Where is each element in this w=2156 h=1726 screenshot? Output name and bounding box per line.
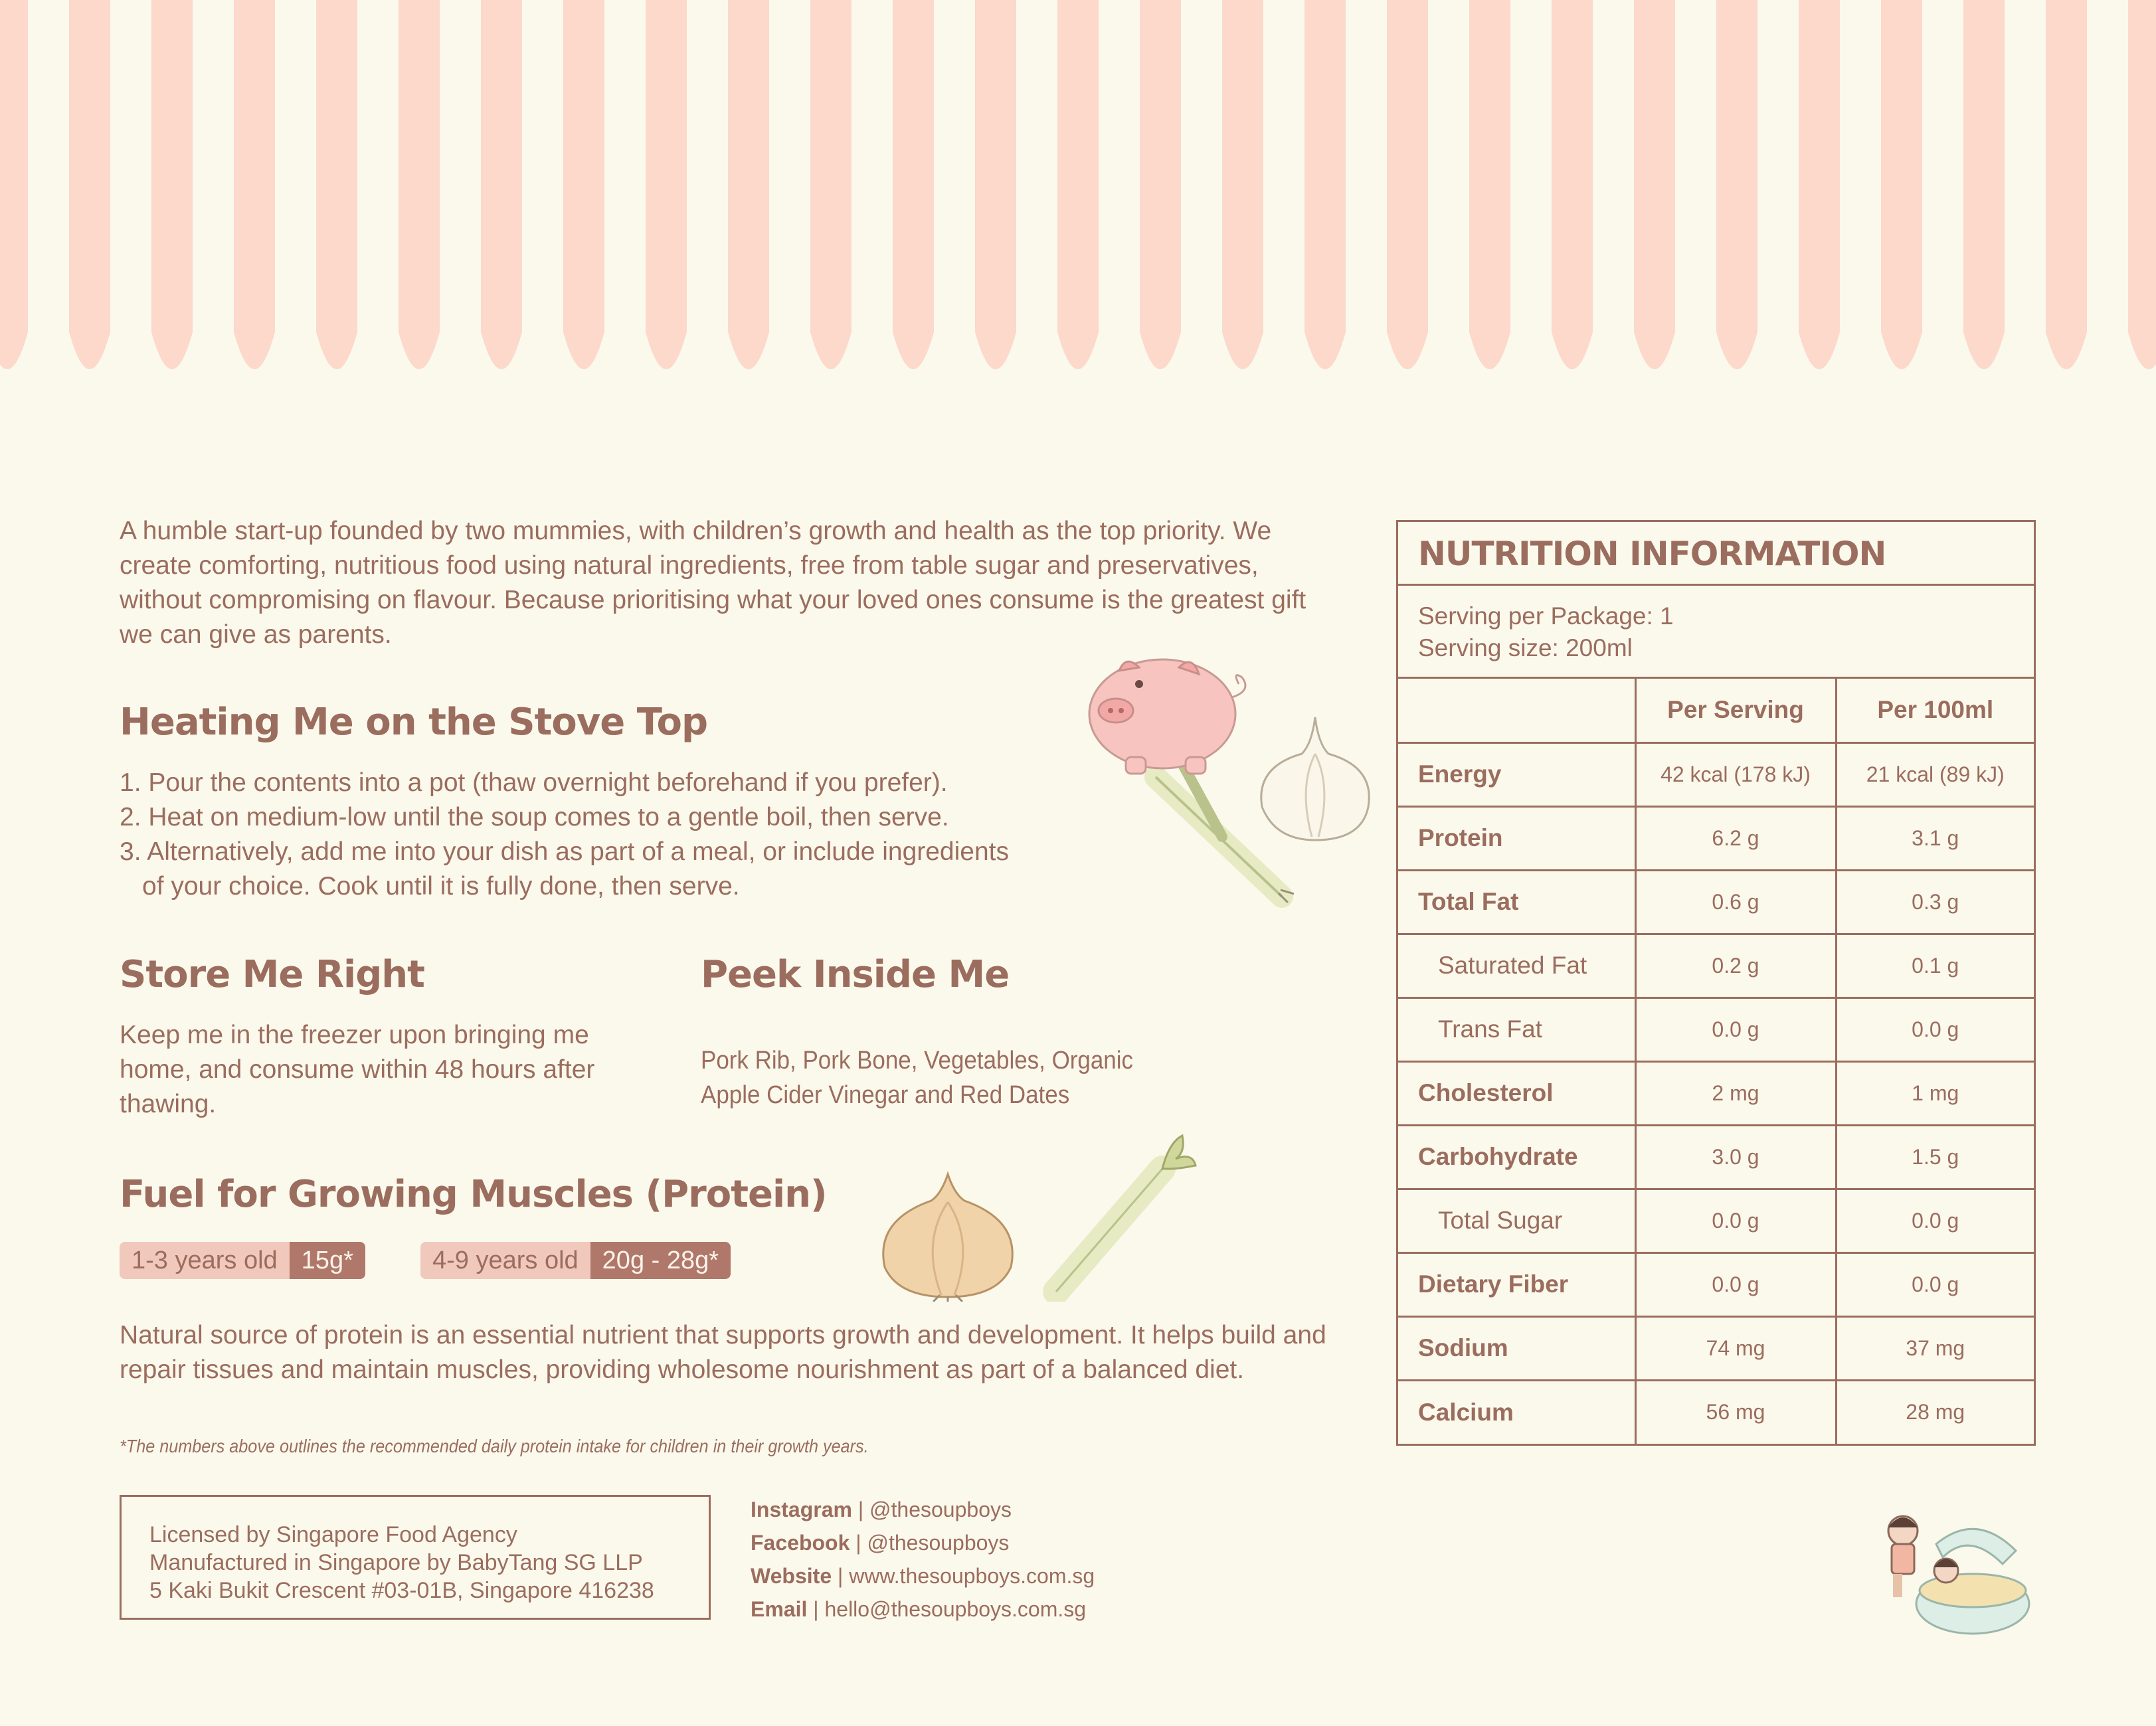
heating-steps: [120, 766, 1116, 904]
heating-title: Heating Me on the Stove Top: [120, 701, 708, 744]
contact-instagram: Instagram | @thesoupboys: [751, 1498, 1012, 1521]
per-100ml-value: 1.5 g: [1836, 1125, 2034, 1189]
heating-step-3-continued: of your choice. Cook until it is fully done, then serve.: [142, 872, 740, 901]
per-serving-value: 0.2 g: [1635, 934, 1836, 997]
nutrient-name: Total Sugar: [1398, 1189, 1635, 1252]
awning-stripe: [399, 0, 440, 369]
intro-paragraph: A humble start-up founded by two mummies, with children’s growth and health as the top priority. We create comforting, nutritious food using natural ingredients, free from table sugar and preservatives, without compromising on flavour. Because prioritising what your loved ones consume is the greatest gift we can give as parents.: [120, 517, 1306, 649]
awning-stripe: [69, 0, 110, 369]
awning-stripe: [1963, 0, 2005, 369]
awning-stripe: [1304, 0, 1346, 369]
nutrient-name: Energy: [1398, 742, 1635, 806]
ingredients-title: Peek Inside Me: [701, 953, 1010, 996]
store-title: Store Me Right: [120, 953, 424, 996]
per-100ml-value: 0.0 g: [1836, 1252, 2034, 1316]
ingredients-text: Pork Rib, Pork Bone, Vegetables, Organic Apple Cider Vinegar and Red Dates: [701, 1047, 1134, 1109]
per-100ml-value: 0.1 g: [1836, 934, 2034, 997]
onion-icon: [873, 1169, 1023, 1302]
nutrient-name: Sodium: [1398, 1316, 1635, 1380]
awning-stripe: [810, 0, 852, 369]
contact-list: [751, 1493, 1095, 1626]
nutrition-row: [1398, 742, 2034, 806]
header-per-100ml: Per 100ml: [1836, 679, 2034, 742]
store-text: Keep me in the freezer upon bringing me home, and consume within 48 hours after thawing.: [120, 1021, 595, 1118]
heating-step-2: 2. Heat on medium-low until the soup comes to a gentle boil, then serve.: [120, 803, 949, 831]
pill-age: 4-9 years old: [420, 1242, 590, 1279]
nutrition-row: [1398, 1061, 2034, 1125]
awning-stripe: [234, 0, 275, 369]
protein-title: Fuel for Growing Muscles (Protein): [120, 1173, 827, 1216]
nutrient-name: Dietary Fiber: [1398, 1252, 1635, 1316]
garlic-icon: [1245, 711, 1385, 843]
heating-step-1: 1. Pour the contents into a pot (thaw overnight beforehand if you prefer).: [120, 768, 948, 797]
per-100ml-value: 0.0 g: [1836, 997, 2034, 1061]
license-line: Licensed by Singapore Food Agency: [149, 1522, 517, 1547]
nutrition-table: [1398, 679, 2034, 1444]
pill-age: 1-3 years old: [120, 1242, 290, 1279]
nutrient-name: Saturated Fat: [1398, 934, 1635, 997]
nutrient-name: Protein: [1398, 806, 1635, 870]
serving-per-package: Serving per Package: 1: [1418, 602, 1674, 630]
soup-boys-mascot-icon: [1873, 1504, 2032, 1644]
license-line: Manufactured in Singapore by BabyTang SG LLP: [149, 1550, 643, 1575]
contact-website: Website | www.thesoupboys.com.sg: [751, 1564, 1095, 1588]
per-100ml-value: 3.1 g: [1836, 806, 2034, 870]
per-100ml-value: 1 mg: [1836, 1061, 2034, 1125]
per-serving-value: 42 kcal (178 kJ): [1635, 742, 1836, 806]
nutrient-name: Cholesterol: [1398, 1061, 1635, 1125]
awning-stripe: [481, 0, 522, 369]
per-100ml-value: 37 mg: [1836, 1316, 2034, 1380]
awning-stripe: [316, 0, 357, 369]
nutrition-row: [1398, 934, 2034, 997]
pill-value: 20g - 28g*: [590, 1242, 731, 1279]
awning-stripe: [1469, 0, 1510, 369]
awning-stripe: [1552, 0, 1593, 369]
nutrient-name: Carbohydrate: [1398, 1125, 1635, 1189]
per-serving-value: 0.6 g: [1635, 870, 1836, 934]
serving-info: [1398, 586, 2034, 679]
awning-stripe: [1881, 0, 1922, 369]
license-box: [120, 1495, 711, 1620]
protein-text: Natural source of protein is an essential nutrient that supports growth and development. It helps build and repair tissues and maintain muscles, providing wholesome nourishment as part of a balanced diet.: [120, 1321, 1326, 1384]
per-serving-value: 56 mg: [1635, 1380, 1836, 1444]
awning-stripe: [151, 0, 193, 369]
nutrition-row: [1398, 806, 2034, 870]
awning-stripe: [1222, 0, 1263, 369]
heating-step-3: 3. Alternatively, add me into your dish as part of a meal, or include ingredients: [120, 837, 1010, 866]
celery-icon: [1036, 1129, 1202, 1302]
awning-stripe: [1799, 0, 1840, 369]
contact-facebook: Facebook | @thesoupboys: [751, 1531, 1010, 1555]
license-line: 5 Kaki Bukit Crescent #03-01B, Singapore 416238: [149, 1578, 654, 1603]
per-100ml-value: 0.0 g: [1836, 1189, 2034, 1252]
nutrition-row: [1398, 1316, 2034, 1380]
awning-stripes: [0, 0, 2156, 412]
nutrition-row: [1398, 1252, 2034, 1316]
per-serving-value: 2 mg: [1635, 1061, 1836, 1125]
serving-size: Serving size: 200ml: [1418, 634, 1633, 661]
awning-stripe: [1057, 0, 1099, 369]
nutrition-row: [1398, 870, 2034, 934]
per-100ml-value: 21 kcal (89 kJ): [1836, 742, 2034, 806]
per-serving-value: 0.0 g: [1635, 997, 1836, 1061]
per-100ml-value: 28 mg: [1906, 1400, 1965, 1424]
awning-stripe: [1140, 0, 1181, 369]
header-per-serving: Per Serving: [1635, 679, 1836, 742]
nutrition-row: [1398, 997, 2034, 1061]
contact-email: Email | hello@thesoupboys.com.sg: [751, 1597, 1087, 1621]
awning-stripe: [893, 0, 934, 369]
protein-pill-1-3: [120, 1242, 365, 1279]
per-serving-value: 3.0 g: [1635, 1125, 1836, 1189]
nutrient-name: Trans Fat: [1398, 997, 1635, 1061]
per-serving-value: 74 mg: [1635, 1316, 1836, 1380]
awning-stripe: [1634, 0, 1675, 369]
per-serving-value: 0.0 g: [1635, 1252, 1836, 1316]
awning-stripe: [2128, 0, 2156, 369]
nutrition-row: [1398, 1380, 2034, 1444]
awning-stripe: [728, 0, 769, 369]
per-serving-value: 0.0 g: [1635, 1189, 1836, 1252]
awning-stripe: [1716, 0, 1757, 369]
awning-stripe: [563, 0, 604, 369]
nutrition-title: NUTRITION INFORMATION: [1398, 522, 2034, 586]
awning-stripe: [0, 0, 28, 369]
protein-footnote: *The numbers above outlines the recommended daily protein intake for children in their growth years.: [120, 1436, 869, 1456]
protein-pill-4-9: [420, 1242, 731, 1279]
per-serving-value: 6.2 g: [1635, 806, 1836, 870]
awning-stripe: [2046, 0, 2087, 369]
nutrition-row: [1398, 1189, 2034, 1252]
nutrient-name: Total Fat: [1398, 870, 1635, 934]
awning-stripe: [646, 0, 687, 369]
header-blank: [1398, 679, 1635, 742]
per-100ml-value: 0.3 g: [1836, 870, 2034, 934]
nutrition-panel: [1396, 520, 2036, 1446]
nutrition-row: [1398, 1125, 2034, 1189]
pill-value: 15g*: [290, 1242, 365, 1279]
awning-stripe: [975, 0, 1016, 369]
nutrient-name: Calcium: [1398, 1380, 1635, 1444]
awning-stripe: [1387, 0, 1428, 369]
